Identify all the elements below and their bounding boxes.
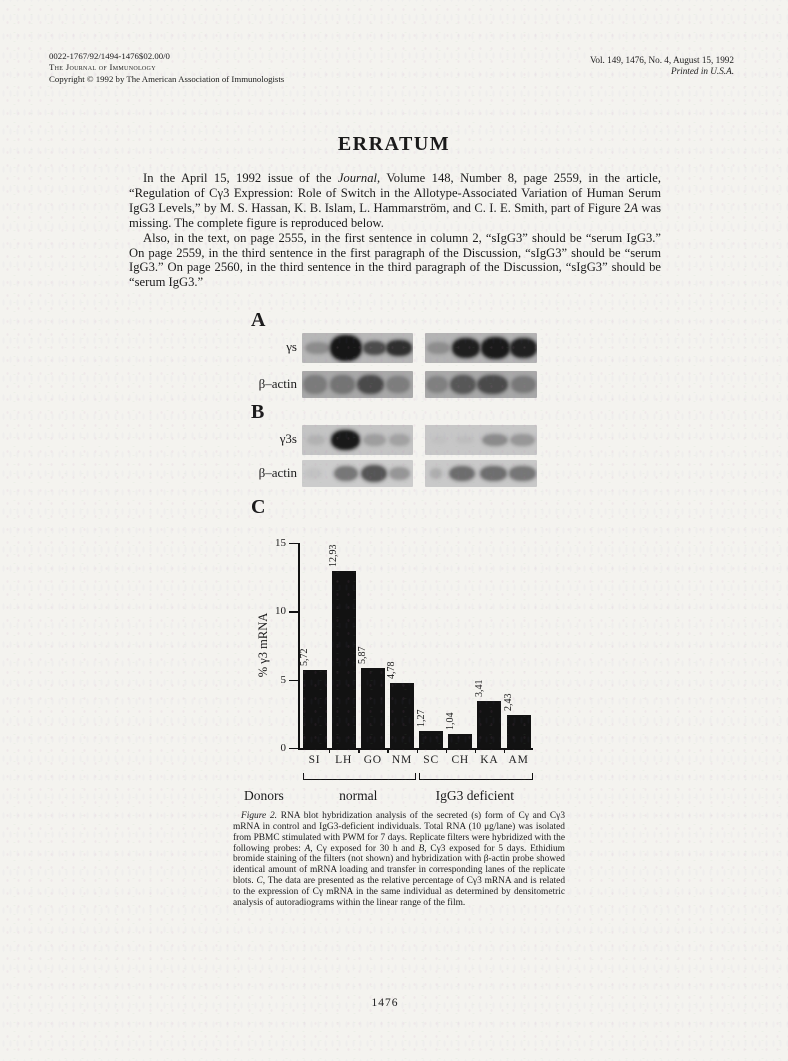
group-bracket [419,773,532,780]
y-tick-label: 0 [280,742,286,754]
blot-strip [425,333,537,363]
x-tick-label: LH [335,754,353,766]
blot-band [478,376,507,394]
y-tick-label: 5 [280,673,286,686]
panel-label-a: A [251,309,266,331]
x-axis-tick [329,748,330,753]
blot-band [304,376,326,392]
blot-band [390,435,409,445]
x-tick-label: GO [363,754,382,766]
blot-band [364,435,385,445]
figure-caption [233,811,565,909]
blot-band [428,343,448,353]
donors-label: Donors [244,788,284,803]
bar-SI [303,670,327,748]
copyright-line: Copyright © 1992 by The American Association of Immunologists [49,73,285,84]
bar-KA [477,701,501,748]
bar-value-label: 1,04 [444,712,456,730]
blot-band [306,343,328,354]
blot-band [483,435,507,446]
blot-band [335,467,357,481]
caption-text-1: RNA blot hybridization analysis of the secreted (s) form of Cγ and Cγ3 mRNA in control and IgG3-deficient individuals. Total RNA (10 μg/lane) was isolated from PBMC stimulated with PWM for 7 days. Replicate filters were hybridized with the following probes: [233,811,566,854]
blot-band [510,467,535,479]
x-tick-label: SI [308,754,321,766]
p1-text-c: was missing. The complete figure is reproduced below. [129,200,662,230]
group-bracket [303,773,416,780]
caption-text-2: , Cγ exposed for 30 h and [310,843,419,854]
erratum-paragraph-2: Also, in the text, on page 2555, in the first sentence in column 2, “sIgG3” should be “serum IgG3.” On page 2559, in the third sentence in the first paragraph of the Discussion, “sIgG3” should be “serum IgG3.” On page 2560, in the third sentence in the third paragraph of the Discussion, “sIgG3” should be “serum IgG3.” [129,230,661,290]
blot-band [332,431,359,450]
blot-band [358,376,384,394]
blot-band [387,341,410,354]
blot-band [387,377,408,392]
blot-band [331,376,354,392]
caption-letter-c: C [256,876,263,887]
caption-text-4: , The data are presented as the relative percentage of Cγ3 mRNA and is related to the expression of Cγ mRNA in the same individual as determined by densitometric analysis of autoradiograms within the linear range of the film. [233,876,566,908]
blot-band [432,437,447,443]
blot-band [308,436,325,443]
y-tick-label: 15 [275,537,286,549]
y-axis-tick [289,611,298,612]
bar-value-label: 5,87 [357,646,369,664]
x-tick-label: SC [423,754,439,766]
caption-letter-a: A [304,843,311,854]
blot-strip [425,425,537,455]
bar-value-label: 5,72 [299,648,310,666]
blot-band [431,469,441,477]
x-tick-label: KA [480,754,499,766]
bar-AM [507,715,531,748]
bar-LH [332,571,356,748]
blot-band [364,342,385,353]
y-axis-tick [289,543,298,544]
bar-NM [390,683,414,748]
page-title: ERRATUM [337,133,451,155]
caption-text-3: , Cγ3 exposed for 5 days. Ethidium bromide staining of the filters (not shown) and hybridization with β-actin probe showed identical amount of mRNA loading and transfer in corresponding lanes of the replicate blots. [233,843,565,887]
p1-text-a: In the April 15, 1992 issue of the [143,171,338,185]
blot-strip [302,425,413,455]
bar-SC [419,731,443,748]
y-axis-tick [289,680,298,681]
blot-band [511,339,536,356]
panel-label-b: B [251,401,265,423]
blot-row-label: β–actin [258,375,297,391]
y-tick-label: 10 [275,605,286,618]
panel-label-c: C [251,496,266,518]
blot-band [451,376,476,394]
blot-band [481,467,506,480]
volume-line: Vol. 149, 1476, No. 4, August 15, 1992 [589,55,734,65]
journal-name: The Journal of Immunology [49,62,156,73]
x-axis-tick [475,748,476,753]
bar-GO [361,668,385,748]
blot-band [450,467,475,481]
blot-band [306,469,320,477]
x-axis-tick [417,748,418,753]
blot-band [427,377,447,392]
blot-band [390,468,409,479]
blot-band [482,338,509,358]
y-axis-label: % γ3 mRNA [256,612,270,678]
x-axis-tick [446,748,447,753]
blot-strip [425,460,537,487]
x-tick-label: AM [508,754,529,766]
blot-band [512,377,534,392]
group-label: normal [339,788,378,803]
printed-line: Printed in U.S.A. [670,66,734,77]
bar-CH [448,734,472,748]
bar-value-label: 12,93 [328,544,340,568]
bar-chart [240,533,558,823]
blot-band [511,435,533,445]
caption-figure-label: Figure 2. [241,811,277,821]
x-tick-label: NM [391,754,412,766]
caption-letter-b: B [418,843,425,854]
x-axis-tick [358,748,359,753]
bar-value-label: 4,78 [386,661,398,679]
bar-value-label: 3,41 [473,679,485,698]
blot-row-label: β–actin [258,464,297,480]
p1-text-b: , Volume 148, Number 8, page 2559, in the article, “Regulation of Cγ3 Expression: Role of Switch in the Allotype-Associated Variation of Human Serum IgG3 Levels,” by M. S. Hassan, K. B. Islam, L. Hammarström, and C. I. E. Smith, part of Figure 2 [129,171,661,215]
x-axis-line [298,748,533,750]
y-axis-tick [289,748,298,749]
bar-value-label: 1,27 [415,709,427,727]
blot-strip [302,333,413,363]
issn-line: 0022-1767/92/1494-1476$02.00/0 [49,51,170,61]
blot-band [453,339,479,357]
group-label: IgG3 deficient [435,788,514,803]
blot-strip [425,371,537,398]
page-number: 1476 [371,997,399,1009]
blot-strip [302,371,413,398]
x-tick-label: CH [451,754,470,766]
x-axis-tick [387,748,388,753]
p1-journal-word: Journal [337,171,378,185]
blot-band [362,466,386,482]
blot-strip [302,460,413,487]
blot-row-label: γ3s [279,431,297,446]
bar-value-label: 2,43 [503,693,515,711]
y-axis-line [298,543,300,749]
blot-band [331,336,361,361]
x-axis-tick [504,748,505,753]
blot-row-label: γs [286,339,297,354]
blot-band [457,437,473,443]
p1-figure-letter: A [630,200,639,215]
